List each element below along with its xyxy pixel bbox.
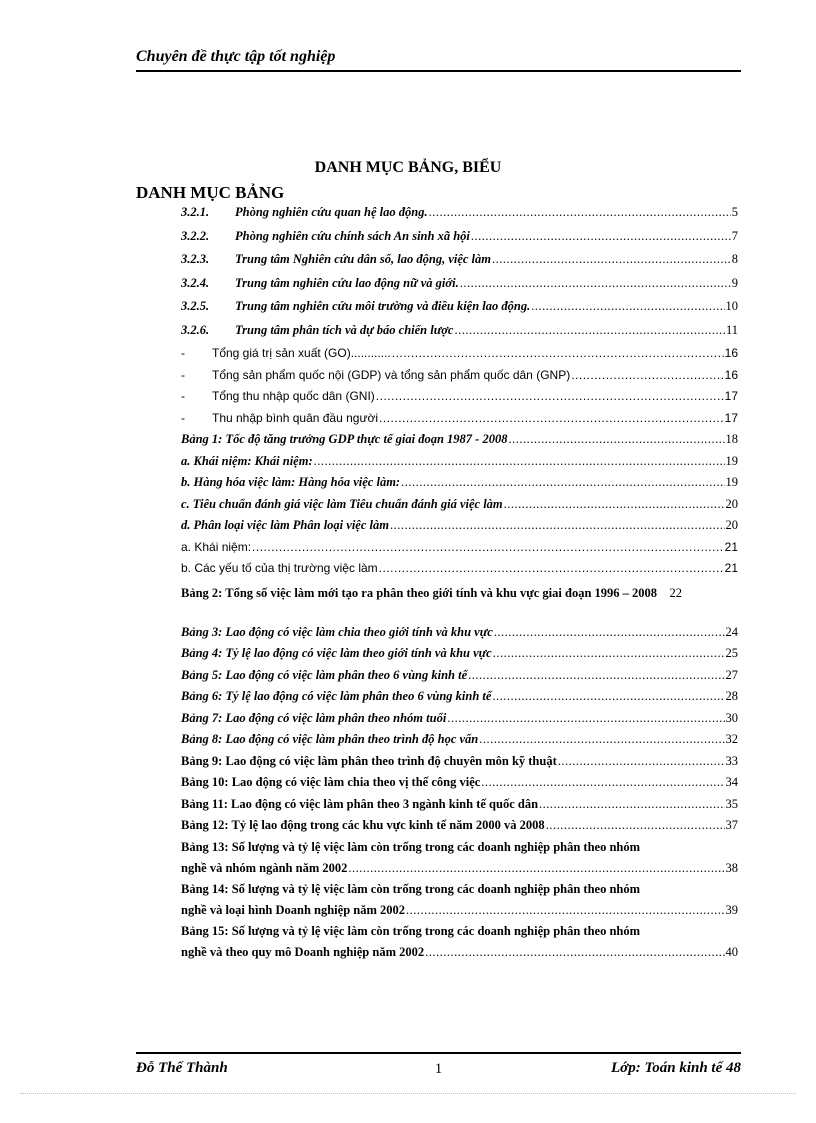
toc-entry[interactable] [181,754,738,776]
toc-entry-page: 28 [725,689,738,703]
toc-bullet: - [181,367,185,382]
toc-entry-label: Trung tâm Nghiên cứu dân số, lao động, việc làm [235,252,492,266]
toc-entry-page: 21 [724,561,738,575]
toc-entry-page: 19 [725,475,738,489]
toc-entry-label: Tổng thu nhập quốc dân (GNI) [212,389,375,403]
toc-entry-label: Bảng 15: Số lượng và tỷ lệ việc làm còn trống trong các doanh nghiệp phân theo nhóm [181,923,641,938]
toc-entry-page: 18 [725,432,738,446]
toc-leader [425,945,724,960]
toc-entry[interactable] [181,323,738,347]
toc-entry-page: 19 [725,453,738,468]
section-title: DANH MỤC BẢNG [136,183,285,202]
toc-bullet: - [181,346,185,360]
toc-entry-label: Bảng 7: Lao động có việc làm phân theo nhóm tuổi [181,710,447,725]
toc-entry-label: Bảng 10: Lao động có việc làm chia theo vị thế công việc [181,775,481,789]
toc-leader [558,754,725,769]
toc-entry[interactable] [181,346,738,368]
toc-entry[interactable] [181,299,738,323]
toc-entry-page: 24 [725,624,738,639]
toc-leader [379,561,724,575]
toc-entry-label: Tổng sản phẩm quốc nội (GDP) và tổng sản phẩm quốc dân (GNP) [212,367,571,382]
table-of-contents [181,205,738,966]
toc-leader [447,711,724,726]
toc-entry-page: 9 [731,275,738,290]
header-title: Chuyên đề thực tập tốt nghiệp [136,48,336,65]
toc-entry-page: 25 [725,646,738,660]
toc-entry-page: 30 [725,710,738,725]
toc-entry-number: 3.2.2. [181,228,210,243]
toc-entry[interactable] [181,518,738,540]
toc-entry-page: 20 [725,496,738,511]
toc-entry-label: c. Tiêu chuẩn đánh giá việc làm Tiêu chuẩn đánh giá việc làm [181,496,503,511]
toc-entry-label: Phòng nghiên cứu chính sách An sinh xã hội [235,228,470,243]
toc-leader [376,389,724,403]
toc-leader [508,432,724,447]
toc-entry-label: Bảng 11: Lao động có việc làm phân theo 3 ngành kinh tế quốc dân [181,796,539,811]
toc-entry-page: 10 [725,299,738,313]
toc-entry-page: 7 [731,228,738,243]
toc-entry-page: 22 [669,585,683,600]
toc-leader [460,276,731,291]
toc-entry-page: 5 [731,205,738,219]
toc-entry-label-continued: nghề và theo quy mô Doanh nghiệp năm 2002 [181,944,425,959]
toc-leader [379,411,724,425]
toc-entry-number: 3.2.5. [181,299,210,313]
toc-entry-label: a. Khái niệm: Khái niệm: [181,453,313,468]
toc-entry[interactable] [181,497,738,519]
toc-entry-page: 17 [724,410,738,425]
toc-entry[interactable] [181,775,738,797]
document-title: DANH MỤC BẢNG, BIỂU [314,159,502,176]
toc-entry-page: 16 [724,346,738,360]
toc-entry[interactable] [181,840,738,882]
toc-entry[interactable] [181,797,738,819]
footer-class: Lớp: Toán kinh tế 48 [610,1060,741,1076]
toc-leader [504,497,725,512]
toc-entry-label: Bảng 6: Tỷ lệ lao động có việc làm phân theo 6 vùng kinh tế [181,689,492,703]
toc-entry[interactable] [181,252,738,276]
toc-entry-page: 21 [724,539,738,554]
toc-entry[interactable] [181,732,738,754]
toc-entry-page: 8 [731,252,738,266]
footer-author: Đỗ Thế Thành [136,1060,228,1076]
toc-leader [546,818,725,833]
toc-entry-label: Tổng giá trị sản xuất (GO)............ [212,346,391,360]
toc-entry-label: Bảng 9: Lao động có việc làm phân theo trình độ chuyên môn kỹ thuật [181,753,557,768]
toc-entry[interactable] [181,229,738,253]
toc-leader [539,797,724,812]
toc-entry[interactable] [181,561,738,583]
toc-entry-label: Bảng 14: Số lượng và tỷ lệ việc làm còn trống trong các doanh nghiệp phân theo nhóm [181,881,641,896]
toc-entry-page: 17 [724,389,738,403]
toc-entry[interactable] [181,668,738,690]
toc-entry[interactable] [181,389,738,411]
toc-entry-page: 34 [725,775,738,789]
toc-leader [401,475,724,490]
toc-entry-label-continued: nghề và nhóm ngành năm 2002 [181,860,348,875]
toc-entry-label: Trung tâm phân tích và dự báo chiến lược [235,322,454,337]
toc-leader [531,299,724,314]
toc-entry[interactable] [181,924,738,966]
toc-entry-label: Bảng 3: Lao động có việc làm chia theo giới tính và khu vực [181,624,493,639]
toc-entry-label: Bảng 4: Tỷ lệ lao động có việc làm theo giới tính và khu vực [181,646,492,660]
page-edge-divider [20,1093,796,1094]
toc-leader [252,540,724,554]
toc-entry-label: Phòng nghiên cứu quan hệ lao động. [235,205,428,219]
toc-entry-label: a. Khái niệm: [181,539,252,554]
toc-entry[interactable] [181,276,738,300]
toc-entry[interactable] [181,368,738,390]
toc-entry-label: Bảng 13: Số lượng và tỷ lệ việc làm còn trống trong các doanh nghiệp phân theo nhóm [181,839,641,854]
toc-entry-page: 38 [725,860,738,875]
toc-entry[interactable] [181,818,738,840]
toc-entry[interactable] [181,432,738,454]
toc-entry-label: Bảng 12: Tỷ lệ lao động trong các khu vực kinh tế năm 2000 và 2008 [181,818,545,832]
toc-entry-page: 39 [725,902,738,917]
toc-leader [454,323,724,338]
toc-entry-page: 40 [725,944,738,959]
toc-leader [468,668,724,683]
toc-entry-label: Bảng 1: Tốc độ tăng trưởng GDP thực tế giai đoạn 1987 - 2008 [181,432,508,446]
toc-entry-label: d. Phân loại việc làm Phân loại việc làm [181,518,389,532]
toc-leader [390,518,725,533]
toc-leader [479,732,724,747]
toc-entry-page: 16 [724,367,738,382]
toc-entry-label-continued: nghề và loại hình Doanh nghiệp năm 2002 [181,902,406,917]
toc-entry-label: b. Các yếu tố của thị trường việc làm [181,561,378,575]
toc-entry-page: 20 [725,518,738,532]
toc-leader [471,229,731,244]
toc-entry-page: 32 [725,732,738,746]
toc-entry-number: 3.2.3. [181,252,210,266]
toc-entry[interactable] [181,646,738,668]
toc-entry[interactable] [181,454,738,476]
toc-entry-number: 3.2.6. [181,322,210,337]
toc-entry-number: 3.2.4. [181,275,210,290]
toc-entry-page: 37 [725,818,738,832]
toc-entry-page: 35 [725,796,738,811]
toc-leader [429,205,731,220]
toc-entry-label: b. Hàng hóa việc làm: Hàng hóa việc làm: [181,475,401,489]
toc-leader [571,368,723,382]
footer-page-number: 1 [434,1061,443,1077]
toc-entry-label: Bảng 2: Tổng số việc làm mới tạo ra phân theo giới tính và khu vực giai đoạn 1996 – 2008 [181,585,658,600]
toc-leader [493,646,725,661]
toc-leader [392,346,724,360]
toc-entry[interactable] [181,583,738,625]
toc-entry-page: 27 [725,667,738,682]
toc-entry[interactable] [181,540,738,562]
toc-entry-label: Trung tâm nghiên cứu lao động nữ và giới. [235,275,459,290]
toc-leader [481,775,724,790]
toc-entry[interactable] [181,475,738,497]
page-footer [136,1052,741,1078]
toc-leader [406,903,724,918]
toc-leader [492,252,731,267]
toc-leader [314,454,725,469]
toc-entry-label: Thu nhập bình quân đầu người [212,410,379,425]
toc-entry-number: 3.2.1. [181,205,210,219]
toc-leader [492,689,724,704]
toc-entry[interactable] [181,689,738,711]
toc-entry[interactable] [181,411,738,433]
toc-leader [494,625,725,640]
toc-entry[interactable] [181,882,738,924]
page-header [136,48,741,72]
toc-entry[interactable] [181,205,738,229]
toc-entry-label: Trung tâm nghiên cứu môi trường và điều kiện lao động. [235,299,531,313]
toc-entry-label: Bảng 8: Lao động có việc làm phân theo trình độ học vấn [181,732,479,746]
toc-leader [348,861,724,876]
toc-bullet: - [181,389,185,403]
toc-entry[interactable] [181,711,738,733]
toc-entry[interactable] [181,625,738,647]
toc-entry-label: Bảng 5: Lao động có việc làm phân theo 6 vùng kinh tế [181,667,468,682]
toc-entry-page: 11 [725,322,738,337]
toc-entry-page: 33 [725,753,738,768]
toc-bullet: - [181,410,185,425]
